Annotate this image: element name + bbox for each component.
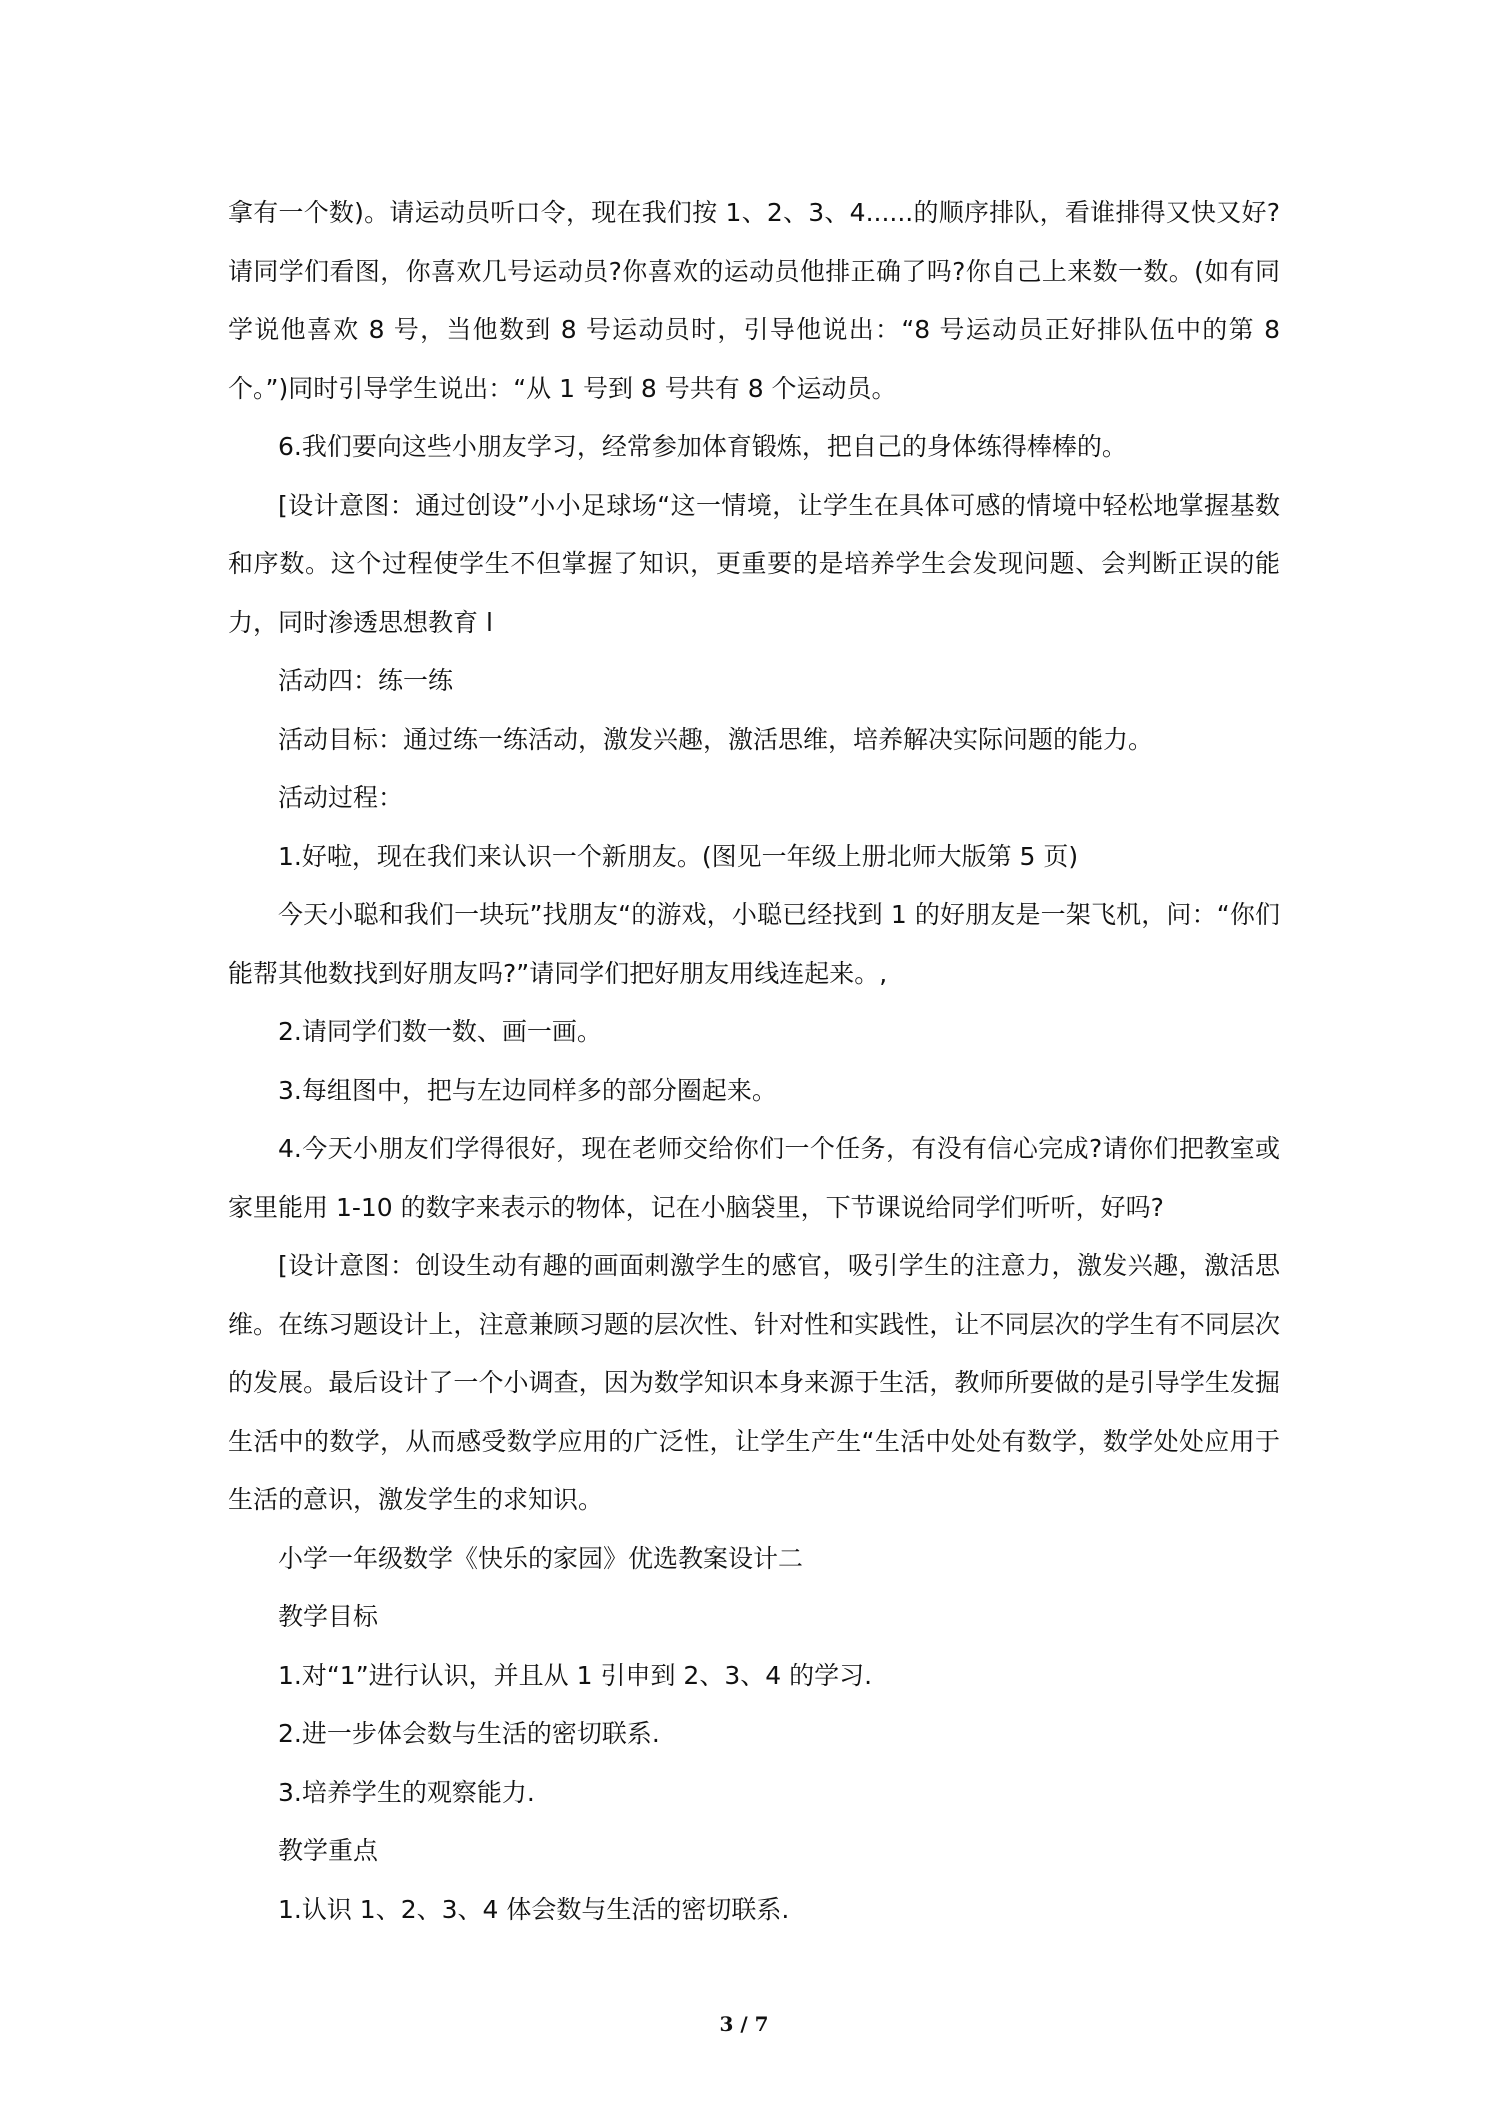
paragraph: 活动过程： [278,783,404,812]
paragraph: 4.今天小朋友们学得很好，现在老师交给你们一个任务，有没有信心完成?请你们把教室或家里能用 1-10 的数字来表示的物体，记在小脑袋里，下节课说给同学们听听，好吗? [228,1134,1280,1222]
section-heading: 活动四：练一练 [278,666,454,695]
paragraph: [设计意图：通过创设”小小足球场“这一情境，让学生在具体可感的情境中轻松地掌握基数和序数。这个过程使学生不但掌握了知识，更重要的是培养学生会发现问题、会判断正误的能力，同时渗透思想教育 l [228,490,1280,637]
paragraph: 2.进一步体会数与生活的密切联系. [278,1719,660,1748]
page-number: 3 / 7 [719,2012,769,2036]
paragraph: 活动目标：通过练一练活动，激发兴趣，激活思维，培养解决实际问题的能力。 [278,724,1154,754]
section-heading: 教学目标 [278,1602,379,1631]
paragraph: 2.请同学们数一数、画一画。 [278,1017,602,1046]
section-heading: 教学重点 [278,1836,379,1865]
paragraph: 1.认识 1、2、3、4 体会数与生活的密切联系. [278,1894,790,1924]
paragraph: 1.对“1”进行认识，并且从 1 引申到 2、3、4 的学习. [278,1660,873,1690]
section-heading: 小学一年级数学《快乐的家园》优选教案设计二 [278,1543,804,1573]
document-body [228,184,1280,1939]
paragraph: 3.培养学生的观察能力. [278,1777,535,1807]
paragraph: 今天小聪和我们一块玩”找朋友“的游戏，小聪已经找到 1 的好朋友是一架飞机，问：“你们能帮其他数找到好朋友吗?”请同学们把好朋友用线连起来。, [228,900,1280,988]
paragraph: 1.好啦，现在我们来认识一个新朋友。(图见一年级上册北师大版第 5 页) [278,841,1079,871]
paragraph: 6.我们要向这些小朋友学习，经常参加体育锻炼，把自己的身体练得棒棒的。 [278,432,1127,461]
paragraph: [设计意图：创设生动有趣的画面刺激学生的感官，吸引学生的注意力，激发兴趣，激活思维。在练习题设计上，注意兼顾习题的层次性、针对性和实践性，让不同层次的学生有不同层次的发展。最后设计了一个小调查，因为数学知识本身来源于生活，教师所要做的是引导学生发掘生活中的数学，从而感受数学应用的广泛性，让学生产生“生活中处处有数学，数学处处应用于生活的意识，激发学生的求知识。 [228,1251,1280,1514]
paragraph: 3.每组图中，把与左边同样多的部分圈起来。 [278,1075,777,1105]
paragraph: 拿有一个数)。请运动员听口令，现在我们按 1、2、3、4......的顺序排队，看谁排得又快又好?请同学们看图，你喜欢几号运动员?你喜欢的运动员他排正确了吗?你自己上来数一数。(如有同学说他喜欢 8 号，当他数到 8 号运动员时，引导他说出：“8 号运动员正好排队伍中的第 8 个。”)同时引导学生说出：“从 1 号到 8 号共有 8 个运动员。 [228,198,1280,403]
